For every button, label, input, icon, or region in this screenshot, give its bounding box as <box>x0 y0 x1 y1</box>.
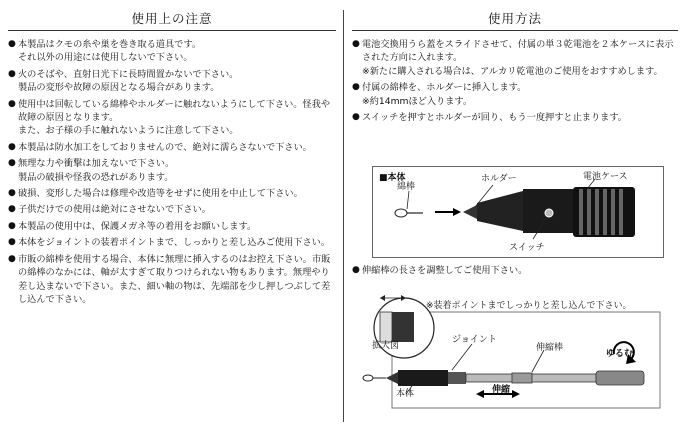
precaution-text: 本製品の使用中は、保護メガネ等の着用をお願いします。 <box>18 220 257 232</box>
precautions-heading: 使用上の注意 <box>8 8 336 31</box>
usage-item <box>352 264 685 277</box>
bullet-icon: ● <box>8 253 16 264</box>
usage-list <box>352 38 678 124</box>
precaution-item <box>8 203 336 216</box>
battery-case-label: 電池ケース <box>583 172 628 182</box>
bullet-icon: ● <box>8 237 16 248</box>
usage-heading: 使用方法 <box>352 8 678 31</box>
precaution-item <box>8 38 336 65</box>
cotton-swab-label: 綿棒 <box>397 182 416 192</box>
insert-point-note: ※装着ポイントまでしっかりと差し込んで下さい。 <box>426 301 632 311</box>
usage-text: スイッチを押すとホルダーが回り、もう一度押すと止まります。 <box>362 112 627 124</box>
zoom-view-label: 拡大図 <box>372 341 400 351</box>
extend-label: 伸縮 <box>492 385 511 395</box>
precaution-text: 破損、変形した場合は修理や改造等をせずに使用を中止して下さい。 <box>18 188 303 200</box>
device-body-figure <box>372 166 664 258</box>
switch-label: スイッチ <box>509 243 545 253</box>
body-label: 本体 <box>396 389 415 399</box>
bullet-icon: ● <box>352 39 360 49</box>
precaution-item <box>8 236 336 249</box>
bullet-icon: ● <box>8 68 16 79</box>
bullet-icon: ● <box>352 112 360 123</box>
precaution-text: 無理な力や衝撃は加えないで下さい。 製品の破損や怪我の恐れがあります。 <box>18 158 175 183</box>
holder-label: ホルダー <box>481 174 517 184</box>
usage-column <box>352 8 678 127</box>
precaution-text: 本製品は防水加工をしておりませんので、絶対に濡らさないで下さい。 <box>18 141 312 153</box>
telescopic-rod-figure <box>352 282 668 410</box>
bullet-icon: ● <box>8 39 16 49</box>
precaution-text: 使用中は回転している綿棒やホルダーに触れないようにして下さい。怪我や故障の原因となります。 また、お子様の手に触れないように注意して下さい。 <box>18 98 331 137</box>
usage-item <box>352 38 678 78</box>
precaution-item <box>8 253 336 307</box>
bullet-icon: ● <box>352 82 360 93</box>
bullet-icon: ● <box>8 220 16 231</box>
bullet-icon: ● <box>8 141 16 152</box>
precaution-text: 本製品はクモの糸や巣を巻き取る道具です。 それ以外の用途には使用しないで下さい。 <box>18 39 202 64</box>
precaution-item <box>8 187 336 200</box>
usage-item <box>352 81 678 108</box>
bullet-icon: ● <box>8 204 16 215</box>
bullet-icon: ● <box>352 265 360 275</box>
precaution-item <box>8 98 336 138</box>
precaution-text: 火のそばや、直射日光下に長時間置かないで下さい。 製品の変形や故障の原因となる場合があります。 <box>18 68 239 94</box>
rod-label: 伸縮棒 <box>536 343 564 353</box>
usage-text: 伸縮棒の長さを調整してご使用下さい。 <box>362 265 528 276</box>
bullet-icon: ● <box>8 98 16 109</box>
precaution-item <box>8 141 336 154</box>
usage-text: 電池交換用うら蓋をスライドさせて、付属の単３乾電池を２本ケースに表示された方向に入れます。 ※新たに購入される場合は、アルカリ乾電池のご使用をおすすめします。 <box>362 39 674 77</box>
precaution-item <box>8 157 336 184</box>
precaution-item <box>8 68 336 95</box>
precaution-text: 本体をジョイントの装着ポイントまで、しっかりと差し込みご使用下さい。 <box>18 237 331 249</box>
precautions-column <box>8 8 336 309</box>
usage-text: 付属の綿棒を、ホルダーに挿入します。 ※約14mmほど入ります。 <box>362 82 527 107</box>
loosen-label: ゆるむ <box>606 349 634 359</box>
joint-label: ジョイント <box>452 335 497 345</box>
bullet-icon: ● <box>8 158 16 169</box>
precautions-list <box>8 38 336 306</box>
precaution-text: 子供だけでの使用は絶対にさせないで下さい。 <box>18 204 211 216</box>
precaution-text: 市販の綿棒を使用する場合、本体に無理に挿入するのはお控え下さい。市販の綿棒のなかには、軸が太すぎて取りつけられない物もあります。無理やり差し込まないで下さい。また、細い軸の物は、先端部を少し押しつぶして差し込んで下さい。 <box>18 253 331 305</box>
precaution-item <box>8 220 336 233</box>
usage-item <box>352 111 678 124</box>
figure-title: ■本体 <box>379 173 406 183</box>
bullet-icon: ● <box>8 188 16 199</box>
column-divider <box>343 10 344 422</box>
